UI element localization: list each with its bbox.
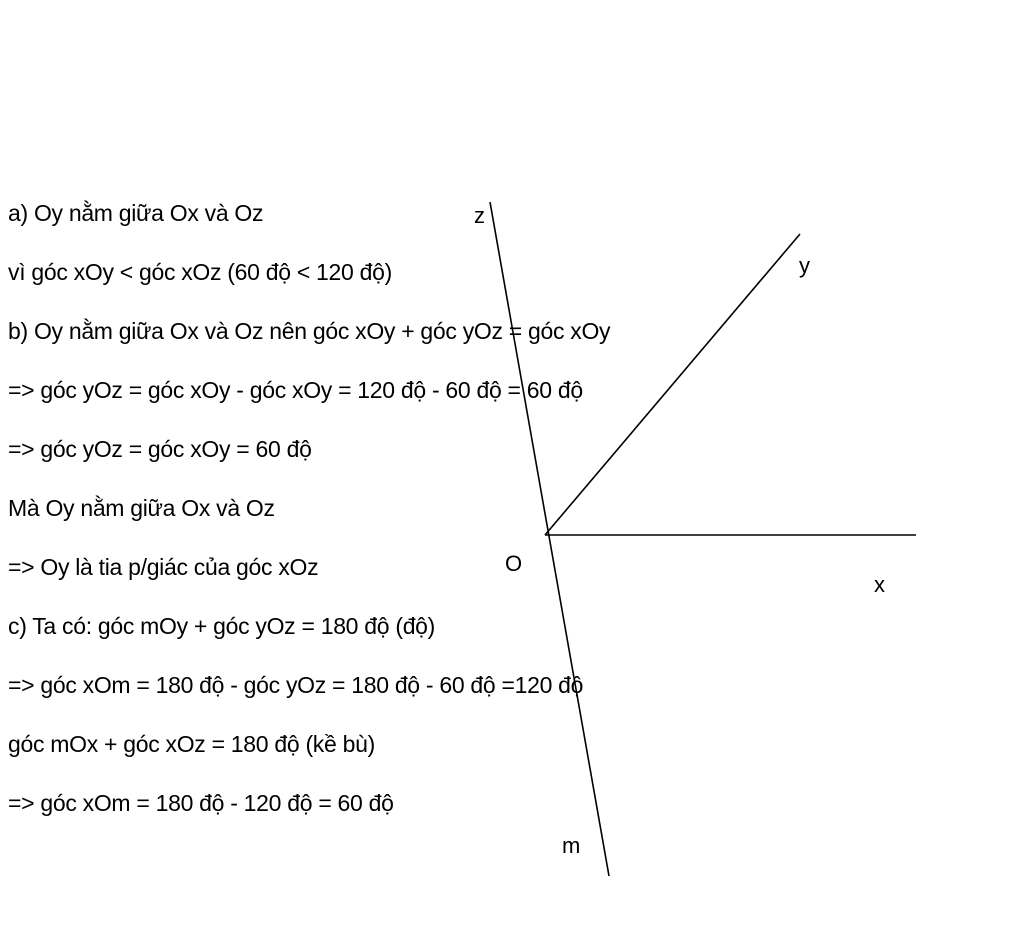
solution-line-b-bisector: => Oy là tia p/giác của góc xOz — [8, 554, 319, 580]
ray-oz-om-line — [490, 202, 609, 876]
label-o: O — [505, 551, 523, 576]
label-m: m — [562, 833, 581, 858]
solution-line-b: b) Oy nằm giữa Ox và Oz nên góc xOy + góc yOz = góc xOy — [8, 318, 611, 344]
solution-line-b-between: Mà Oy nằm giữa Ox và Oz — [8, 495, 275, 521]
solution-line-b-calc: => góc yOz = góc xOy - góc xOy = 120 độ - 60 độ = 60 độ — [8, 377, 583, 403]
solution-line-c-supplementary: góc mOx + góc xOz = 180 độ (kề bù) — [8, 731, 375, 757]
solution-line-c-result: => góc xOm = 180 độ - 120 độ = 60 độ — [8, 790, 394, 816]
label-x: x — [874, 572, 885, 597]
solution-line-reason: vì góc xOy < góc xOz (60 độ < 120 độ) — [8, 259, 392, 285]
solution-line-b-equal: => góc yOz = góc xOy = 60 độ — [8, 436, 312, 462]
solution-line-c-calc: => góc xOm = 180 độ - góc yOz = 180 độ - 60 độ =120 độ — [8, 672, 584, 698]
label-y: y — [799, 253, 810, 278]
solution-line-a: a) Oy nằm giữa Ox và Oz — [8, 200, 264, 226]
ray-oy — [545, 234, 800, 535]
solution-line-c: c) Ta có: góc mOy + góc yOz = 180 độ (độ) — [8, 613, 436, 639]
label-z: z — [474, 203, 485, 228]
